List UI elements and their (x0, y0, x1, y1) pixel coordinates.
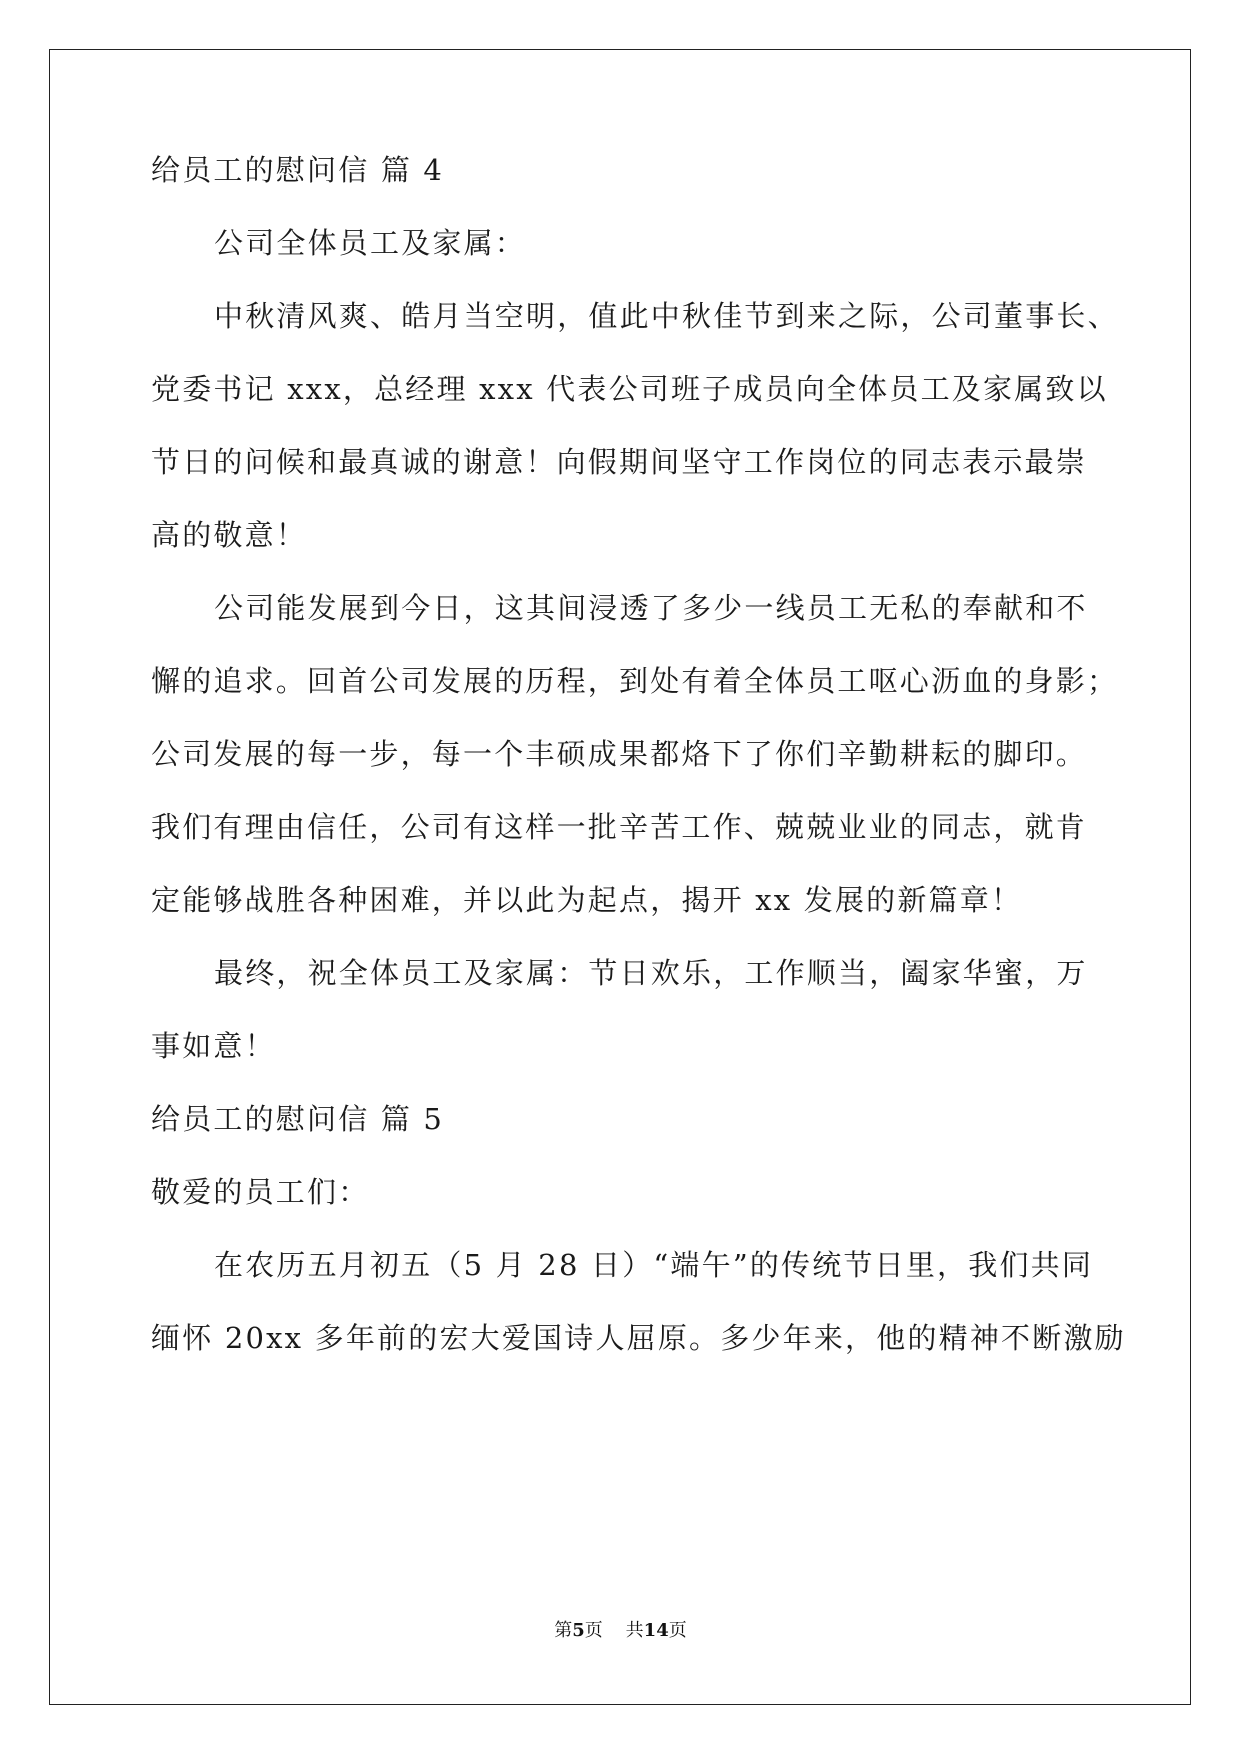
page-prefix: 第 (554, 1620, 573, 1641)
paragraph-line: 定能够战胜各种困难，并以此为起点，揭开 xx 发展的新篇章！ (151, 883, 1023, 917)
paragraph-line: 事如意！ (151, 1029, 276, 1063)
paragraph-line: 中秋清风爽、皓月当空明，值此中秋佳节到来之际，公司董事长、 (214, 299, 1119, 333)
salutation: 公司全体员工及家属： (214, 226, 527, 260)
paragraph-line: 最终，祝全体员工及家属：节日欢乐，工作顺当，阖家华蜜，万 (214, 956, 1088, 990)
page-suffix: 页 (584, 1620, 603, 1641)
total-pages: 14 (643, 1620, 669, 1641)
page-number: 5 (572, 1620, 585, 1641)
paragraph-line: 节日的问候和最真诚的谢意！向假期间坚守工作岗位的同志表示最崇 (151, 445, 1088, 479)
total-prefix: 共 (625, 1620, 644, 1641)
section-heading: 给员工的慰问信 篇 5 (151, 1102, 445, 1136)
paragraph-line: 高的敬意！ (151, 518, 308, 552)
paragraph-line: 公司能发展到今日，这其间浸透了多少一线员工无私的奉献和不 (214, 591, 1088, 625)
paragraph-line: 我们有理由信任，公司有这样一批辛苦工作、兢兢业业的同志，就肯 (151, 810, 1088, 844)
paragraph-line: 懈的追求。回首公司发展的历程，到处有着全体员工呕心沥血的身影； (151, 664, 1119, 698)
total-suffix: 页 (668, 1620, 687, 1641)
salutation: 敬爱的员工们： (151, 1175, 370, 1209)
paragraph-line: 缅怀 20xx 多年前的宏大爱国诗人屈原。多少年来，他的精神不断激励 (151, 1321, 1126, 1355)
paragraph-line: 在农历五月初五（5 月 28 日）“端午”的传统节日里，我们共同 (214, 1248, 1094, 1282)
paragraph-line: 党委书记 xxx，总经理 xxx 代表公司班子成员向全体员工及家属致以 (151, 372, 1108, 406)
page-footer (0, 1616, 1241, 1642)
paragraph-line: 公司发展的每一步，每一个丰硕成果都烙下了你们辛勤耕耘的脚印。 (151, 737, 1088, 771)
section-heading: 给员工的慰问信 篇 4 (151, 153, 445, 187)
